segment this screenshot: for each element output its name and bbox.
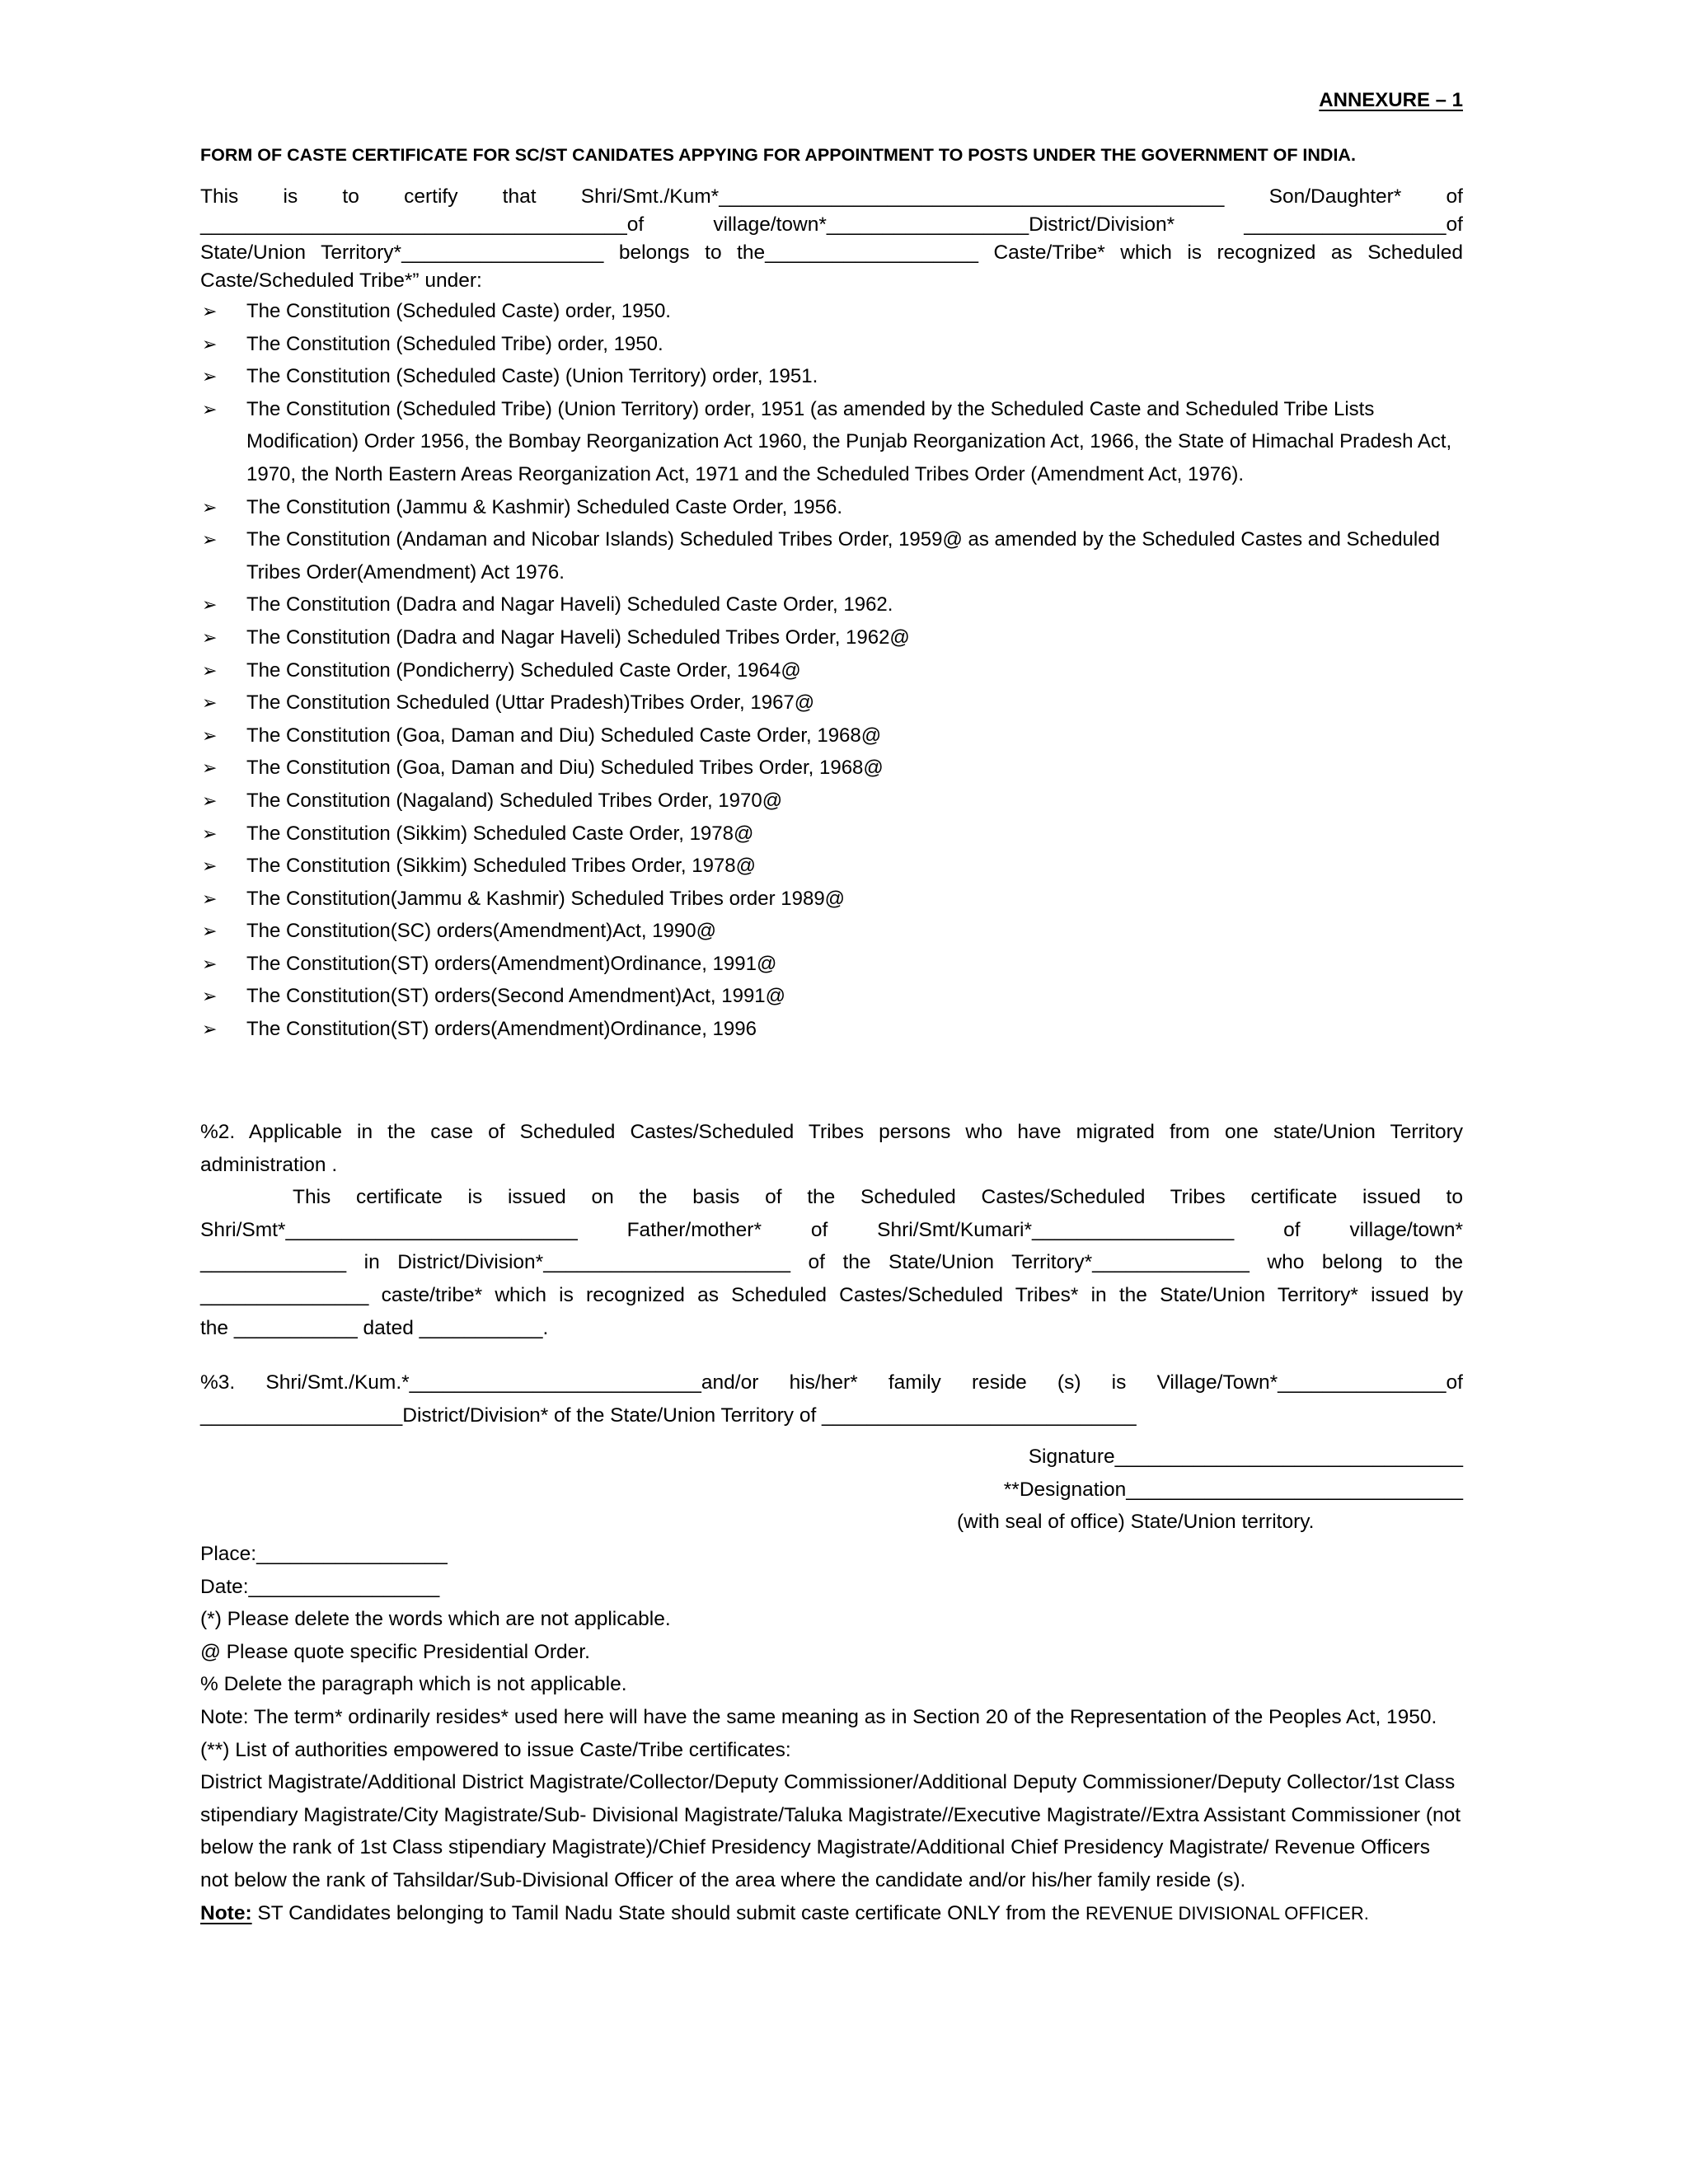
section-2-line: administration . bbox=[200, 1153, 338, 1176]
arrow-bullet-icon: ➢ bbox=[202, 823, 218, 844]
footnote: @ Please quote specific Presidential Order. bbox=[200, 1640, 590, 1663]
footer-notes bbox=[200, 1538, 1463, 1929]
arrow-bullet-icon: ➢ bbox=[202, 496, 218, 518]
orders-list bbox=[200, 295, 1463, 1046]
arrow-bullet-icon: ➢ bbox=[202, 692, 218, 714]
arrow-bullet-icon: ➢ bbox=[202, 333, 218, 354]
authorities-list: District Magistrate/Additional District Magistrate/Collector/Deputy Commissioner/Additional Deputy Commissioner/Deputy Collector/1st Class stipendiary Magistrate/City Magistrate/Sub- Divisional Magistrate/Taluka Magistrate//Executive Magistrate//Extra Assistant Commissioner (not below the rank of 1st Class stipendiary Magistrate)/Chief Presidency Magistrate/Additional Chief Presidency Magistrate/ Revenue Officers not below the rank of Tahsildar/Sub-Divisional Officer of the area where the candidate and/or his/her family reside (s). bbox=[200, 1771, 1461, 1891]
arrow-bullet-icon: ➢ bbox=[202, 724, 218, 746]
intro-line: State/Union Territory*__________________ belongs to the___________________ Caste/Tribe* which is recognized as Scheduled bbox=[200, 241, 1463, 264]
section-3-line: %3. Shri/Smt./Kum.*__________________________and/or his/her* family reside (s) is Village/Town*_______________of bbox=[200, 1371, 1463, 1394]
seal-line: (with seal of office) State/Union territory. bbox=[957, 1511, 1315, 1534]
intro-line: This is to certify that Shri/Smt./Kum*_____________________________________________ Son/Daughter* of bbox=[200, 185, 1463, 208]
signature-block bbox=[200, 1441, 1463, 1539]
footnote: Note: The term* ordinarily resides* used here will have the same meaning as in Section 20 of the Representation of the Peoples Act, 1950. bbox=[200, 1705, 1437, 1728]
note-caps: REVENUE DIVISIONAL OFFICER. bbox=[1085, 1902, 1369, 1924]
arrow-bullet-icon: ➢ bbox=[202, 626, 218, 648]
arrow-bullet-icon: ➢ bbox=[202, 301, 218, 321]
footnote: % Delete the paragraph which is not applicable. bbox=[200, 1673, 627, 1696]
arrow-bullet-icon: ➢ bbox=[202, 855, 218, 877]
date-line: Date:_________________ bbox=[200, 1575, 440, 1598]
order-item: ➢ The Constitution (Dadra and Nagar Haveli) Scheduled Tribes Order, 1962@ bbox=[200, 621, 1466, 654]
section-3-line: __________________District/Division* of the State/Union Territory of ____________________________ bbox=[200, 1404, 1137, 1427]
order-item: ➢ The Constitution (Dadra and Nagar Haveli) Scheduled Caste Order, 1962. bbox=[200, 588, 1466, 621]
order-item: ➢ The Constitution (Scheduled Caste) (Union Territory) order, 1951. bbox=[200, 360, 1466, 393]
section-2-line: _______________ caste/tribe* which is recognized as Scheduled Castes/Scheduled Tribes* in the State/Union Territory* issued by bbox=[200, 1283, 1463, 1306]
note-label: Note: bbox=[200, 1901, 252, 1924]
order-item: ➢ The Constitution (Scheduled Tribe) (Union Territory) order, 1951 (as amended by the Scheduled Caste and Scheduled Tribe Lists Modification) Order 1956, the Bombay Reorganization Act 1960, the Punjab Reorganization Act, 1966, the State of Himachal Pradesh Act, 1970, the North Eastern Areas Reorganization Act, 1971 and the Scheduled Tribes Order (Amendment Act, 1976). bbox=[200, 393, 1466, 491]
order-item: ➢ The Constitution Scheduled (Uttar Pradesh)Tribes Order, 1967@ bbox=[200, 687, 1466, 719]
order-item: ➢ The Constitution (Scheduled Tribe) order, 1950. bbox=[200, 328, 1466, 361]
arrow-bullet-icon: ➢ bbox=[202, 366, 218, 387]
final-note bbox=[200, 1897, 1463, 1930]
arrow-bullet-icon: ➢ bbox=[202, 757, 218, 779]
order-item: ➢ The Constitution(ST) orders(Amendment)Ordinance, 1996 bbox=[200, 1013, 1466, 1046]
place-line: Place:_________________ bbox=[200, 1543, 448, 1565]
order-item: ➢ The Constitution(ST) orders(Amendment)Ordinance, 1991@ bbox=[200, 948, 1466, 981]
order-item: ➢ The Constitution (Goa, Daman and Diu) Scheduled Tribes Order, 1968@ bbox=[200, 752, 1466, 785]
section-2-line: Shri/Smt*__________________________ Father/mother* of Shri/Smt/Kumari*__________________ of village/town* bbox=[200, 1218, 1463, 1241]
order-item: ➢ The Constitution (Sikkim) Scheduled Caste Order, 1978@ bbox=[200, 818, 1466, 851]
annexure-label: ANNEXURE – 1 bbox=[1319, 89, 1463, 111]
arrow-bullet-icon: ➢ bbox=[202, 398, 218, 419]
arrow-bullet-icon: ➢ bbox=[202, 888, 218, 909]
form-title: FORM OF CASTE CERTIFICATE FOR SC/ST CANIDATES APPYING FOR APPOINTMENT TO POSTS UNDER THE GOVERNMENT OF INDIA. bbox=[200, 145, 1356, 165]
section-2-line: _____________ in District/Division*______________________ of the State/Union Territory*______________ who belong to the bbox=[200, 1251, 1463, 1274]
footnote: (**) List of authorities empowered to issue Caste/Tribe certificates: bbox=[200, 1738, 791, 1761]
order-item: ➢ The Constitution (Nagaland) Scheduled Tribes Order, 1970@ bbox=[200, 785, 1466, 818]
signature-line: Signature_______________________________ bbox=[1028, 1446, 1463, 1468]
arrow-bullet-icon: ➢ bbox=[202, 1019, 218, 1040]
order-item: ➢ The Constitution(SC) orders(Amendment)Act, 1990@ bbox=[200, 915, 1466, 948]
order-item: ➢ The Constitution (Pondicherry) Scheduled Caste Order, 1964@ bbox=[200, 654, 1466, 687]
section-2-line: %2. Applicable in the case of Scheduled Castes/Scheduled Tribes persons who have migrated from one state/Union Territory bbox=[200, 1121, 1463, 1143]
arrow-bullet-icon: ➢ bbox=[202, 790, 218, 811]
intro-paragraph bbox=[200, 183, 1463, 295]
intro-line: Caste/Scheduled Tribe*” under: bbox=[200, 269, 482, 292]
arrow-bullet-icon: ➢ bbox=[202, 529, 218, 551]
designation-line: **Designation______________________________ bbox=[1003, 1478, 1463, 1501]
order-item: ➢ The Constitution (Scheduled Caste) order, 1950. bbox=[200, 295, 1466, 328]
arrow-bullet-icon: ➢ bbox=[202, 921, 218, 942]
note-text: ST Candidates belonging to Tamil Nadu State should submit caste certificate ONLY from the bbox=[251, 1901, 1085, 1924]
footnote: (*) Please delete the words which are not applicable. bbox=[200, 1608, 671, 1631]
order-item: ➢ The Constitution (Goa, Daman and Diu) Scheduled Caste Order, 1968@ bbox=[200, 719, 1466, 752]
section-3 bbox=[200, 1366, 1463, 1432]
arrow-bullet-icon: ➢ bbox=[202, 986, 218, 1007]
arrow-bullet-icon: ➢ bbox=[202, 594, 218, 616]
order-item: ➢ The Constitution (Andaman and Nicobar Islands) Scheduled Tribes Order, 1959@ as amended by the Scheduled Castes and Scheduled Tribes Order(Amendment) Act 1976. bbox=[200, 523, 1466, 588]
order-item: ➢ The Constitution(Jammu & Kashmir) Scheduled Tribes order 1989@ bbox=[200, 883, 1466, 916]
order-item: ➢ The Constitution(ST) orders(Second Amendment)Act, 1991@ bbox=[200, 980, 1466, 1013]
arrow-bullet-icon: ➢ bbox=[202, 953, 218, 974]
order-item: ➢ The Constitution (Sikkim) Scheduled Tribes Order, 1978@ bbox=[200, 850, 1466, 883]
arrow-bullet-icon: ➢ bbox=[202, 659, 218, 681]
section-2-line: the ___________ dated ___________. bbox=[200, 1316, 549, 1339]
intro-line: ______________________________________of village/town*__________________District/Division* __________________of bbox=[200, 213, 1463, 236]
section-2 bbox=[200, 1116, 1463, 1344]
section-2-line: This certificate is issued on the basis of the Scheduled Castes/Scheduled Tribes certificate issued to bbox=[293, 1186, 1463, 1209]
order-item: ➢ The Constitution (Jammu & Kashmir) Scheduled Caste Order, 1956. bbox=[200, 491, 1466, 524]
